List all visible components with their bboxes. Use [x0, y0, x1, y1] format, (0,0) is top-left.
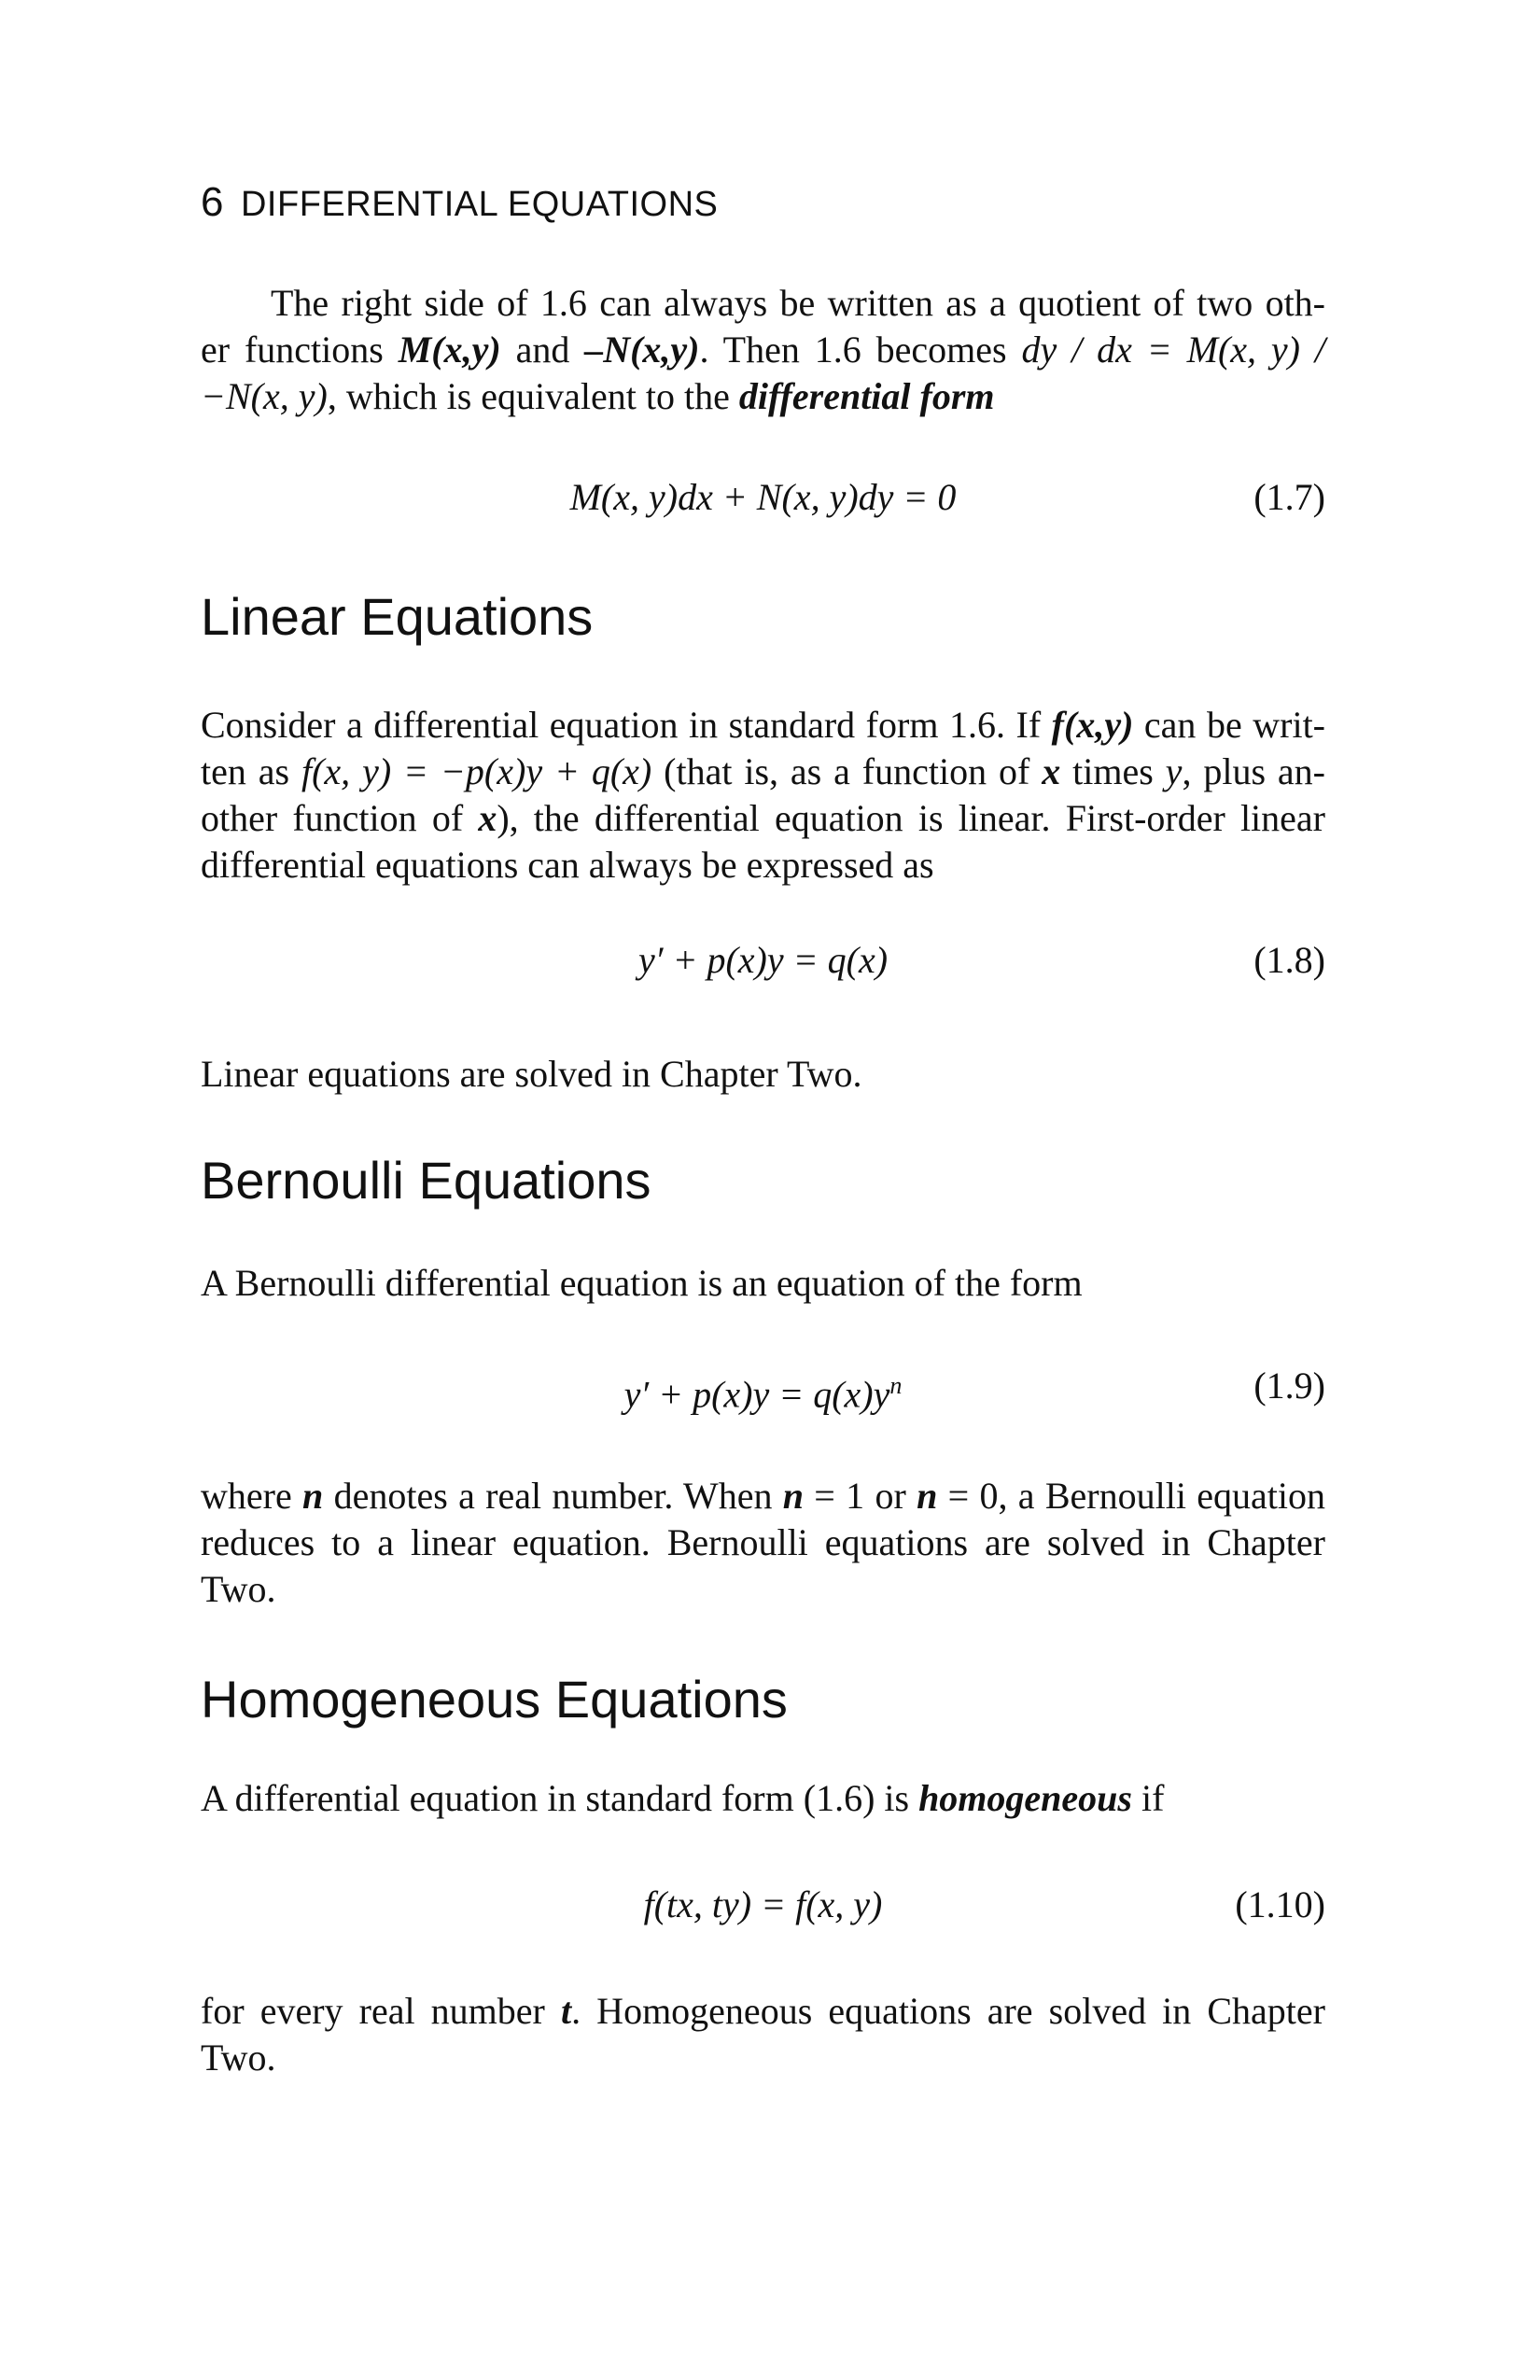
equation-number: (1.9)	[1253, 1365, 1325, 1407]
bernoulli-paragraph	[201, 1473, 1325, 1613]
section-heading-linear: Linear Equations	[201, 587, 594, 646]
differential-form-term: differential form	[738, 375, 995, 417]
linear-line-4: differential equations can always be expressed as	[201, 844, 934, 886]
inline-equation-linear: f(x, y) = −p(x)y + q(x)	[301, 750, 652, 792]
running-head	[201, 179, 718, 226]
inline-equation-dydx: dy / dx = M(x, y) /	[1021, 329, 1325, 371]
homogeneous-line-2: Two.	[201, 2037, 276, 2079]
bernoulli-intro: A Bernoulli differential equation is an equation of the form	[201, 1262, 1083, 1304]
equation-expression: $y' + p(x)y = q(x)y^n$	[623, 1372, 903, 1416]
page-number: 6	[201, 179, 224, 225]
exponent-n: n	[889, 1372, 903, 1399]
intro-line-1: The right side of 1.6 can always be written as a quotient of two oth-	[271, 282, 1325, 324]
homogeneous-line-1: for every real number t. Homogeneous equations are solved in Chapter	[201, 1990, 1325, 2032]
equation-1-8	[201, 937, 1325, 984]
bernoulli-line-3: Two.	[201, 1568, 276, 1610]
function-minus-N: –N(x,y)	[584, 329, 700, 371]
intro-line-3: −N(x, y), which is equivalent to the differential form	[201, 375, 995, 417]
equation-number: (1.8)	[1253, 939, 1325, 981]
linear-closing: Linear equations are solved in Chapter Two.	[201, 1053, 862, 1095]
intro-paragraph	[201, 280, 1325, 420]
bernoulli-line-1: where n denotes a real number. When n = 1 or n = 0, a Bernoulli equation	[201, 1475, 1325, 1517]
inline-equation-minus-N: −N(x, y)	[201, 375, 328, 417]
linear-paragraph	[201, 702, 1325, 889]
function-M: M(x,y)	[398, 329, 501, 371]
equation-1-9	[201, 1363, 1325, 1416]
linear-line-3: other function of x), the differential equation is linear. First-order linear	[201, 797, 1326, 839]
linear-line-1: Consider a differential equation in standard form 1.6. If f(x,y) can be writ-	[201, 704, 1325, 746]
equation-number: (1.7)	[1253, 476, 1325, 518]
equation-expression: f(tx, ty) = f(x, y)	[643, 1883, 883, 1925]
intro-line-2: er functions M(x,y) and –N(x,y). Then 1.6 becomes dy / dx = M(x, y) /	[201, 329, 1325, 371]
homogeneous-term: homogeneous	[918, 1777, 1132, 1819]
equation-number: (1.10)	[1235, 1883, 1325, 1925]
running-head-title: DIFFERENTIAL EQUATIONS	[240, 185, 719, 224]
section-heading-homogeneous: Homogeneous Equations	[201, 1670, 788, 1729]
equation-expression: y′ + p(x)y = q(x)	[637, 939, 889, 981]
equation-1-10	[201, 1882, 1325, 1928]
equation-1-7	[201, 474, 1325, 521]
equation-expression: M(x, y)dx + N(x, y)dy = 0	[569, 476, 957, 518]
bernoulli-line-2: reduces to a linear equation. Bernoulli equations are solved in Chapter	[201, 1521, 1325, 1563]
section-heading-bernoulli: Bernoulli Equations	[201, 1151, 651, 1210]
homogeneous-intro: A differential equation in standard form (1.6) is homogeneous if	[201, 1777, 1165, 1819]
homogeneous-paragraph	[201, 1988, 1325, 2081]
linear-line-2: ten as f(x, y) = −p(x)y + q(x) (that is, as a function of x times y, plus an-	[201, 750, 1325, 792]
